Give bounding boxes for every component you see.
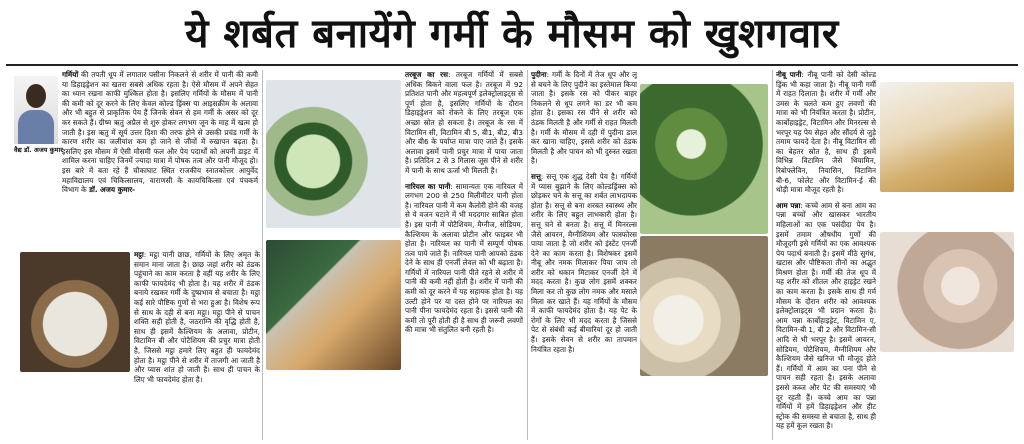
- lemon-text: : नीबू पानी को देसी कोल्ड ड्रिंक भी कहा जाता है। नीबू पानी गर्मी में राहत दिलाता है। शरीर में गर्मी और उमस के चलते कम हुए लवणों की मात्रा को भी नियंत्रित करता है। प्रोटीन, कार्बोहाइड्रेट, विटामिन और मिनरल्स से भरपूर यह पेय सेहत और सौंदर्य से जुड़े तमाम फायदे देता है। नीबू विटामिन सी का बेहतर स्रोत है, साथ ही इसमें विभिन्न विटामिन जैसे थियामिन, रिबोफ्लेविन, नियासिन, विटामिन बी-6, फोलेट और विटामिन-ई की थोड़ी मात्रा मौजूद रहती है।: [776, 70, 876, 195]
- article-column-3: [405, 70, 523, 440]
- mint-text: : गर्मी के दिनों में तेज धूप और लू से बचने के लिए पुदीने का इस्तेमाल किया जाता है। इसके रस को पीकर बाहर निकलने से धूप लगने का डर भी कम होता है। इसका रस पीने से शरीर को ठंडक मिलती है और गर्मी से राहत मिलती है। गर्मी के मौसम में दही में पुदीना डाल कर खाना चाहिए, इससे शरीर को ठंडक मिलती है और पाचन को भी दुरुस्त रखता है।: [531, 70, 637, 166]
- mint-paragraph: [531, 70, 637, 166]
- author-inline: डॉ. अजय कुमार-: [86, 185, 136, 195]
- sattu-paragraph: [531, 172, 637, 354]
- aam-panna-heading: आम पन्ना: [776, 200, 801, 210]
- coconut-heading: नारियल का पानी: [405, 181, 451, 191]
- column-separator: [772, 70, 773, 440]
- watermelon-text: : तरबूज गर्मियों में सबसे अधिक बिकने वाला फल है। तरबूज में 92 प्रतिशत पानी और महत्वपूर्ण इलेक्ट्रोलाइट्स से पूर्ण होता है, इसलिए गर्मियों के दौरान डिहाइड्रेशन को रोकने के लिए तरबूज एक अच्छा स्रोत हो सकता है। तरबूज के रस में विटामिन सी, विटामिन बी 5, बी1, बी2, बी3 और बी6 के पर्याप्त मात्रा पाए जाते हैं। इसके अलावा इसमें पानी प्रचुर मात्रा में पाया जाता है। प्रतिदिन 2 से 3 गिलास जूस पीने से शरीर में पानी के साथ ऊर्जा भी मिलती है।: [405, 70, 523, 175]
- mint-heading: पुदीना: [531, 70, 547, 79]
- column-separator: [262, 70, 263, 440]
- sattu-drink-image: [640, 236, 768, 376]
- lemon-heading: नीबू पानी: [776, 70, 802, 79]
- watermelon-paragraph: [405, 70, 523, 176]
- watermelon-juice-image: [266, 80, 401, 228]
- column-separator: [527, 70, 528, 440]
- page-headline: ये शर्बत बनायेंगे गर्मी के मौसम को खुशगवार: [185, 10, 839, 57]
- coconut-paragraph: [405, 182, 523, 336]
- author-photo: [14, 76, 58, 144]
- article-column-4: [531, 70, 637, 440]
- sattu-text: : सत्तू एक शुद्ध देसी पेय है। गर्मियों में प्यास बुझाने के लिए कोल्डड्रिंक्स को छोड़कर चने के सत्तू का शर्बत लाभदायक होता है। सत्तू से बना शरबत स्वास्थ्य और शरीर के लिए बहुत लाभकारी होता है। सत्तू चने से बनता है। सत्तू में मिनरल्स जैसे आयरन, मैग्नीशियम और फास्फोरस पाया जाता है जो शरीर को इंस्टेंट एनर्जी देने का काम करता है। विशेषकर इसमें नीबू और नमक मिलाकर पिया जाय तो शरीर को थकान मिटाकर एनर्जी देने में मदद करता है। कुछ लोग इसमें शक्कर मिला कर तो कुछ लोग नमक और मसाले मिला कर खाते हैं। यह गर्मियों के मौसम में काफी फायदेमंद होता है। यह पेट के रोगों के लिए भी मदद करता है जिससे पेट से संबंधी कई बीमारियां दूर हो जाती हैं। इसके सेवन से शरीर का तापमान नियंत्रित रहता है।: [531, 171, 637, 354]
- buttermilk-text: : मट्ठा यानी छाछ, गर्मियों के लिए अमृत के समान माना जाता है। छाछ जहां शरीर को ठंडक पहुंचाने का काम करता है वहीं यह शरीर के लिए काफी फायदेमंद भी होता है। यह शरीर में ठंडक बनाये रखकर गर्मी के दुष्प्रभाव से बचाता है। मट्ठा कई सारे पौष्टिक गुणों से भरा हुआ है। विशेष रूप से साथ के दही से बना मट्ठा। मट्ठा पीने से पाचन शक्ति सही होती है, जठराग्नि की वृद्धि होती है, साथ ही इसमें कैल्शियम के अलावा, प्रोटीन, विटामिन बी और पोटैशियम की प्रचुर मात्रा होती है, जिससे मट्ठा हमारे लिए बहुत ही फायदेमंद होता है। मट्ठा पीने से शरीर में ताजगी आ जाती है और प्यास शांत हो जाती है। साथ ही पाचन के लिए भी फायदेमंद होता है।: [134, 250, 260, 384]
- coconut-water-image: [266, 240, 401, 370]
- article-column-2: [134, 250, 260, 440]
- lemon-water-image: [880, 82, 1014, 192]
- aam-panna-paragraph: [776, 201, 876, 431]
- coconut-text: : सामान्यतः एक नारियल में लगभग 200 से 250 मिलीमीटर पानी होता है। नारियल पानी में कम कैलोरी होने की वजह से ये वजन घटाने में भी मददगार साबित होता है। इस पानी में पोटैशियम, मैग्नीज, सोडियम, कैल्शियम के अलावा प्रोटीन और फाइबर भी होता है। नारियल का पानी में सम्पूर्ण पोषक तत्व पाये जाते हैं। नारियल पानी आपको ठंडक देने के साथ ही एनर्जी लेवल को भी बढ़ाता है। गर्मियों में नारियल पानी पीते रहने से शरीर में पानी की कमी नहीं होती है। शरीर में पानी की कमी को दूर करने में यह सहायक होता है। यह उल्टी होने पर या दस्त होने पर नारियल का पानी पीना फायदेमंद रहता है। इससे पानी की कमी तो पूरी होती ही है साथ ही जरूरी लवणों की मात्रा भी संतुलित बनी रहती है।: [405, 181, 523, 335]
- article-column-5: [776, 70, 876, 440]
- mint-leaves-image: [640, 84, 768, 234]
- intro-text: की तपती धूप में लगातार पसीना निकलने से शरीर में पानी की कमी या डिहाइड्रेशन का खतरा सबसे अधिक रहता है। ऐसे मौसम में अपने सेहत का ध्यान रखना काफी मुश्किल होता है। इसलिए गर्मियों के मौसम में पानी की कमी को दूर करने के लिए केवल कोल्ड ड्रिंक्स या आइसक्रीम के अलावा और भी बहुत से प्राकृतिक पेय हैं जिनके सेवन से हम गर्मी के असर को दूर कर सकते हैं। ग्रीष्म ऋतु अप्रैल से शुरु होकर लगभग जून के माह में खत्म हो जाती है। इस ऋतु में सूर्य उत्तर दिशा की तरफ होने से उसकी प्रचंड गर्मी के कारण शरीर का जलीयांश कम हो जाने से जीवों में रुखापन बढ़ता है। इसलिए इस मौसम में ऐसी मौसमी फल और पेय पदार्थों को अपनी डाइट में शामिल करना चाहिए जिनमें ज्यादा मात्रा में पोषक तत्व और पानी मौजूद हो। इस बारे में बता रहे हैं चौकाघाट स्थित राजकीय स्नातकोत्तर आयुर्वेद महाविद्यालय एवं चिकित्सालय, वाराणसी के कायचिकित्सा एवं पंचकर्म विभाग के: [62, 70, 258, 195]
- aam-panna-text: : कच्चे आम से बना आम का पन्ना बच्चों और खासकर भारतीय महिलाओं का एक पसंदीदा पेय है। इसमें तमाम औषधीय गुणों की मौजूदगी इसे गर्मियों का एक आवश्यक पेय पदार्थ बनाती है। इसमें मीठे सुगंध, खटास और पौष्टिकता तीनों का अद्भुत मिश्रण होता है। गर्मी की तेज धूप में यह शरीर को शीतल और हाइड्रेट रखने का काम करता है। इसके साथ ही गर्म मौसम के दौरान शरीर को आवश्यक इलेक्ट्रोलाइट्स भी प्रदान करता है। आम पन्ना कार्बोहाइड्रेट, विटामिन ए, विटामिन-बी 1, बी 2 और विटामिन-सी आदि से भी भरपूर है। इसमें आयरन, सोडियम, पोटैशियम, मैग्नीशियम और कैल्शियम जैसे खनिज भी मौजूद होते हैं। गर्मियों में आम का पना पीने से पाचन सही रहता है। इसके अलावा इससे कब्ज और पेट की समस्याएं भी दूर रहती हैं। कच्चे आम का पन्ना गर्मियों में हमें डिहाइड्रेशन और हीट स्ट्रोक की समस्या से बचाता है, साथ ही यह हमें कूल रखता है।: [776, 200, 876, 431]
- intro-paragraph: [62, 70, 258, 195]
- author-block: [14, 76, 63, 154]
- buttermilk-image: [20, 252, 130, 372]
- buttermilk-paragraph: [134, 250, 260, 384]
- watermelon-heading: तरबूज का रस: [405, 70, 448, 79]
- buttermilk-heading: मट्ठा: [134, 250, 144, 259]
- author-head-shape: [26, 84, 46, 108]
- author-caption: वैद्य डॉ. अजय कुमार: [14, 146, 63, 154]
- sattu-heading: सत्तू: [531, 171, 541, 181]
- author-body-shape: [18, 110, 54, 144]
- article-column-1: [62, 70, 258, 248]
- lead-word: गर्मियों: [62, 70, 79, 79]
- headline-rule: [6, 64, 1018, 66]
- lemon-paragraph: [776, 70, 876, 195]
- aam-panna-image: [880, 232, 1014, 352]
